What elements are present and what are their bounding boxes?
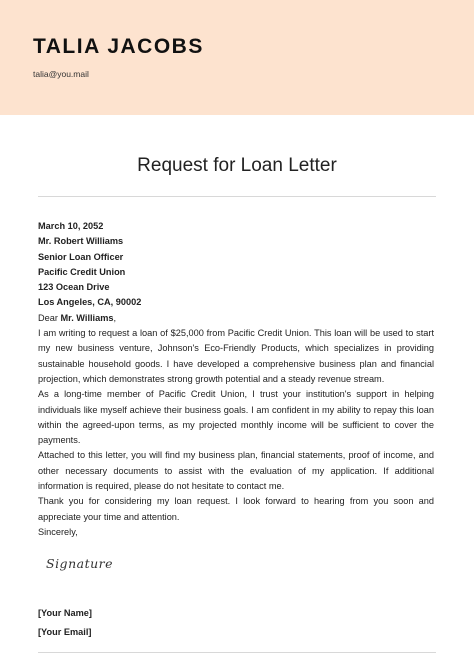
signature: Signature	[46, 556, 114, 571]
paragraph-3: Attached to this letter, you will find my business plan, financial statements, proof of income, and other necessary documents to assist with the evaluation of my application. If additional information is required, please do not hesitate to contact me.	[38, 450, 434, 492]
recipient-name: Mr. Robert Williams	[38, 236, 124, 247]
header-band	[0, 0, 474, 115]
salutation	[38, 311, 434, 326]
letter-body	[38, 219, 434, 540]
recipient-address-line1: 123 Ocean Drive	[38, 282, 110, 293]
salutation-prefix: Dear	[38, 312, 61, 323]
recipient-organization: Pacific Credit Union	[38, 266, 126, 277]
letter-date: March 10, 2052	[38, 221, 104, 231]
bottom-divider	[38, 652, 436, 653]
sender-name: TALIA JACOBS	[33, 35, 204, 58]
sender-email: talia@you.mail	[33, 69, 89, 79]
paragraph-2: As a long-time member of Pacific Credit Union, I trust your institution's support in helping individuals like myself achieve their business goals. I am confident in my ability to repay this loan within the agreed-upon terms, as my projected monthly income will be sufficient to cover the payments.	[38, 389, 434, 446]
salutation-name: Mr. Williams	[60, 312, 114, 323]
recipient-address-line2: Los Angeles, CA, 90002	[38, 297, 142, 308]
top-divider	[38, 196, 436, 197]
paragraph-4: Thank you for considering my loan request. I look forward to hearing from you soon and appreciate your time and attention.	[38, 496, 434, 522]
document-title: Request for Loan Letter	[137, 155, 337, 176]
closing: Sincerely,	[38, 526, 78, 537]
salutation-suffix: ,	[113, 312, 117, 323]
signature-fields	[38, 604, 92, 642]
recipient-title: Senior Loan Officer	[38, 251, 124, 262]
paragraph-1: I am writing to request a loan of $25,000 from Pacific Credit Union. This loan will be used to start my new business venture, Johnson's Eco-Friendly Products, which specializes in providing sustainable household goods. I have developed a comprehensive business plan and financial projection, which demonstrates strong growth potential and a steady revenue stream.	[38, 328, 434, 384]
your-email-field: [Your Email]	[38, 627, 92, 637]
your-name-field: [Your Name]	[38, 608, 92, 618]
